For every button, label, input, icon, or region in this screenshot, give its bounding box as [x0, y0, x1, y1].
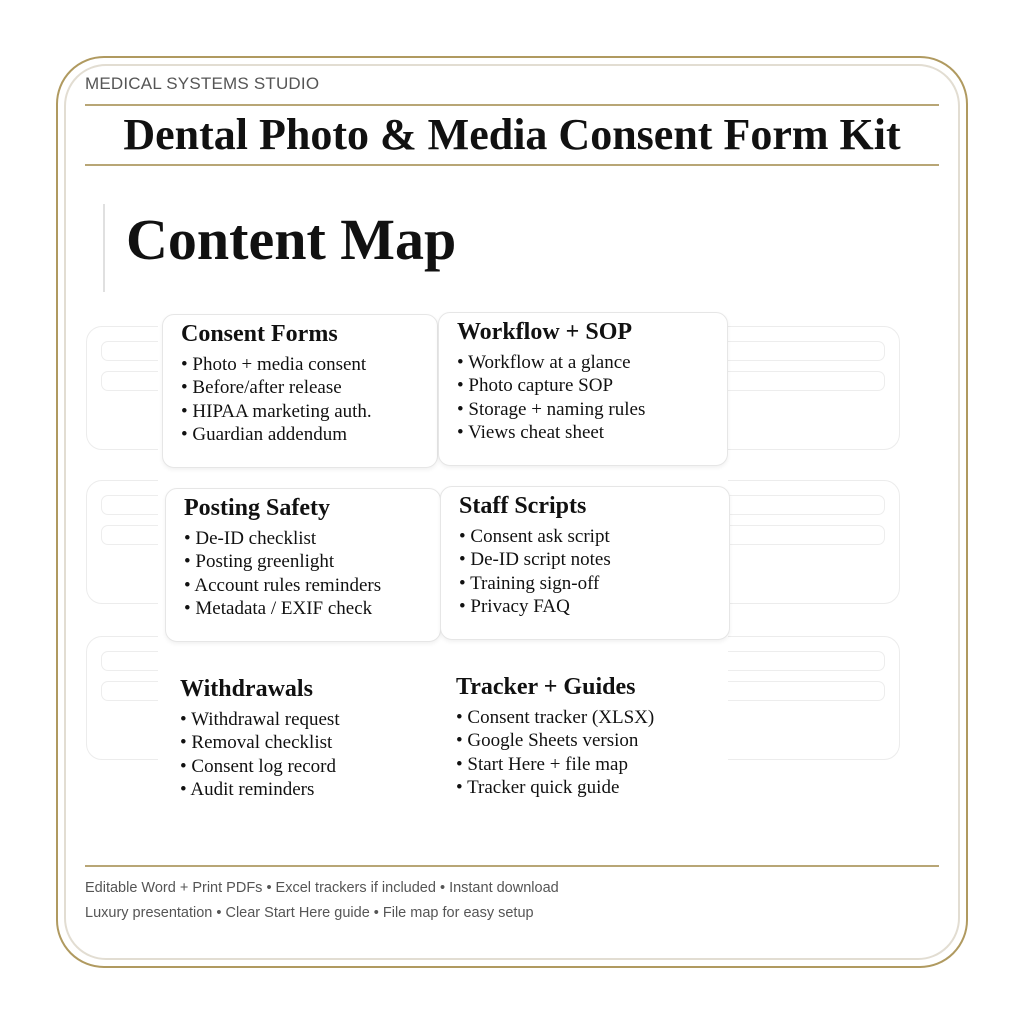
kit-title: Dental Photo & Media Consent Form Kit: [123, 110, 901, 159]
card-title: Withdrawals: [180, 676, 313, 702]
footer-rule: [85, 865, 939, 867]
list-item: • De-ID checklist: [184, 527, 381, 550]
card-list: [184, 527, 381, 620]
list-item: • Photo capture SOP: [457, 374, 645, 397]
list-item: • Training sign-off: [459, 572, 611, 595]
footer-line-1: Editable Word + Print PDFs • Excel trackers if included • Instant download: [85, 880, 559, 896]
list-item: • Consent log record: [180, 755, 340, 778]
card-title: Tracker + Guides: [456, 674, 636, 700]
list-item: • HIPAA marketing auth.: [181, 400, 372, 423]
section-accent-bar: [103, 204, 105, 292]
card-title: Consent Forms: [181, 321, 338, 347]
list-item: • Account rules reminders: [184, 574, 381, 597]
section-title: Content Map: [126, 207, 457, 272]
card-list: [181, 353, 372, 446]
card-title: Posting Safety: [184, 495, 330, 521]
list-item: • Audit reminders: [180, 778, 340, 801]
list-item: • Consent ask script: [459, 525, 611, 548]
list-item: • Posting greenlight: [184, 550, 381, 573]
card-consent-forms: [162, 314, 438, 468]
card-staff-scripts: [440, 486, 730, 640]
list-item: • Workflow at a glance: [457, 351, 645, 374]
list-item: • Withdrawal request: [180, 708, 340, 731]
list-item: • Removal checklist: [180, 731, 340, 754]
list-item: • Google Sheets version: [456, 729, 654, 752]
card-list: [456, 706, 654, 799]
list-item: • Before/after release: [181, 376, 372, 399]
card-list: [457, 351, 645, 444]
list-item: • Metadata / EXIF check: [184, 597, 381, 620]
card-tracker-guides: [438, 662, 728, 812]
card-list: [180, 708, 340, 801]
card-withdrawals: [162, 664, 438, 814]
list-item: • Views cheat sheet: [457, 421, 645, 444]
list-item: • Storage + naming rules: [457, 398, 645, 421]
footer-line-2: Luxury presentation • Clear Start Here guide • File map for easy setup: [85, 905, 534, 921]
card-list: [459, 525, 611, 618]
list-item: • De-ID script notes: [459, 548, 611, 571]
header-bottom-rule: [85, 164, 939, 166]
brand-label: MEDICAL SYSTEMS STUDIO: [85, 74, 320, 93]
list-item: • Tracker quick guide: [456, 776, 654, 799]
card-workflow-sop: [438, 312, 728, 466]
card-title: Workflow + SOP: [457, 319, 633, 345]
list-item: • Photo + media consent: [181, 353, 372, 376]
list-item: • Consent tracker (XLSX): [456, 706, 654, 729]
list-item: • Start Here + file map: [456, 753, 654, 776]
card-posting-safety: [165, 488, 441, 642]
list-item: • Privacy FAQ: [459, 595, 611, 618]
list-item: • Guardian addendum: [181, 423, 372, 446]
card-title: Staff Scripts: [459, 493, 587, 519]
